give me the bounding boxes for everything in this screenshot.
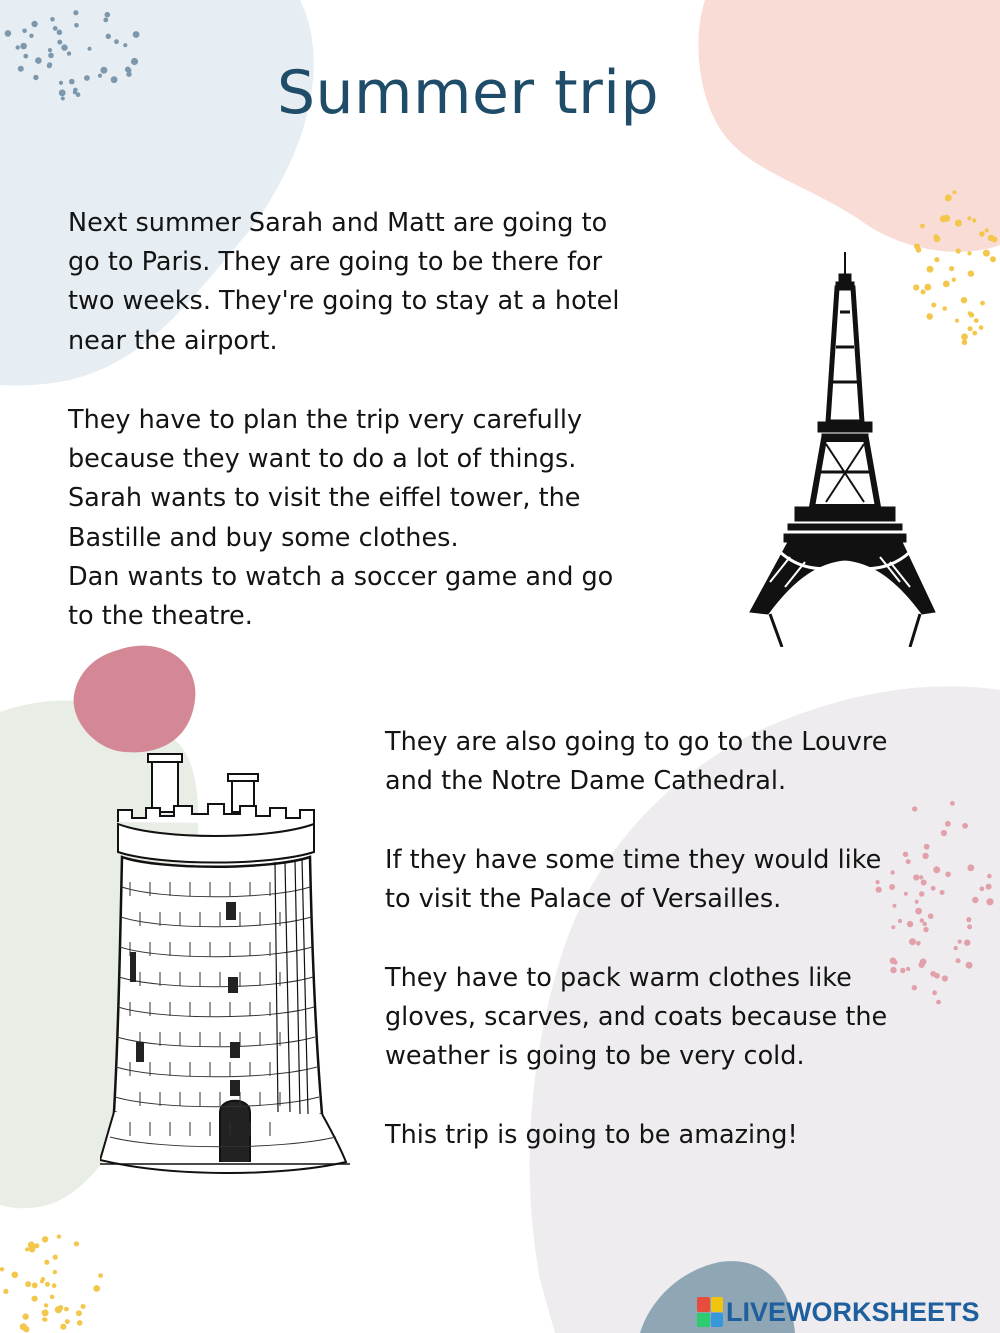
decorative-dot [57,1234,61,1238]
paragraph-trip-plans: They have to plan the trip very carefully because they want to do a lot of things. Sarah wants to visit the eiffel tower, the Bastille and buy some clothes. Dan wants to watch a soccer game and go to the theatre. [68,405,614,632]
decorative-dot [942,306,947,311]
decorative-dot [12,1272,19,1279]
decorative-dot [986,898,993,905]
decorative-dot [891,925,895,929]
decorative-dot [912,806,917,811]
decorative-dot [909,938,916,945]
decorative-dot [941,830,947,836]
decorative-dot [67,51,71,55]
decorative-dot [61,44,67,50]
decorative-dot [105,12,111,18]
paragraph-amazing: This trip is going to be amazing! [385,1120,798,1150]
decorative-dot [3,1289,8,1294]
decorative-dot [42,1236,48,1242]
decorative-dot [920,224,925,229]
paragraph-versailles: If they have some time they would like to visit the Palace of Versailles. [385,845,882,915]
decorative-dot [133,31,140,38]
castle-tower-illustration [100,752,350,1180]
decorative-dot [969,312,974,317]
decorative-dot [20,1323,27,1330]
decorative-dot [955,319,959,323]
decorative-dot [964,940,970,946]
eiffel-tower-illustration [740,252,940,647]
decorative-dot [961,333,968,340]
decorative-dot [29,1246,36,1253]
decorative-dot [52,1283,57,1288]
decorative-dot [43,1318,47,1322]
decorative-dot [76,1310,82,1316]
decorative-dot [44,1260,49,1265]
paragraph-trip-intro: Next summer Sarah and Matt are going to go to Paris. They are going to be there for two weeks. They're going to stay at a hotel near the airport. [68,208,620,356]
decorative-dot [945,194,952,201]
decorative-dot [93,1285,100,1292]
decorative-dot [950,801,955,806]
decorative-dot [32,1282,38,1288]
decorative-dot [949,266,954,271]
decorative-dot [987,874,992,879]
decorative-dot [25,1247,29,1251]
decorative-dot [29,34,33,38]
decorative-dot [983,250,990,257]
decorative-dot [943,215,950,222]
decorative-dot [956,248,961,253]
decorative-dot [972,218,976,222]
decorative-dot [988,235,995,242]
decorative-dot [943,281,950,288]
decorative-dot [985,228,989,232]
decorative-dot [967,216,971,220]
decorative-dot [945,821,951,827]
blob-rose [74,646,196,753]
decorative-dot [31,21,37,27]
decorative-dot [114,39,119,44]
decorative-dot [968,270,974,276]
decorative-dot [898,919,902,923]
liveworksheets-logo[interactable] [697,1296,980,1328]
decorative-dot [77,1320,83,1326]
decorative-dot [962,823,968,829]
paragraph-louvre: They are also going to go to the Louvre and the Notre Dame Cathedral. [385,727,888,797]
decorative-dot [916,941,921,946]
decorative-dot [22,29,27,34]
decorative-dot [967,251,971,255]
decorative-dot [20,43,27,50]
decorative-dot [952,278,956,282]
decorative-dot [98,1273,103,1278]
decorative-dot [968,326,973,331]
decorative-dot [962,340,968,346]
decorative-dot [990,256,996,262]
decorative-dot [961,297,967,303]
decorative-dot [955,220,962,227]
decorative-dot [44,1303,48,1307]
decorative-dot [50,1295,55,1300]
decorative-dot [31,1296,37,1302]
decorative-dot [53,26,58,31]
decorative-dot [73,10,78,15]
decorative-dot [88,47,92,51]
decorative-dot [0,1267,4,1271]
decorative-dot [5,30,12,37]
decorative-dot [57,40,62,45]
decorative-dot [60,1324,66,1330]
decorative-dot [58,1305,64,1311]
decorative-dot [53,1255,58,1260]
decorative-dot [50,17,55,22]
decorative-dot [986,884,992,890]
decorative-dot [980,301,985,306]
decorative-dot [45,1282,50,1287]
decorative-dot [923,922,927,926]
decorative-dot [934,236,941,243]
decorative-dot [22,1313,28,1319]
decorative-dot [958,940,962,944]
decorative-dot [48,48,52,52]
decorative-dot [979,231,985,237]
decorative-dot [954,946,958,950]
decorative-dot [25,1281,31,1287]
decorative-dot [64,1307,69,1312]
decorative-dot [41,1277,45,1281]
page-title: Summer trip [276,58,660,128]
decorative-dot [907,921,913,927]
decorative-dot [42,1309,49,1316]
decorative-dot [74,1241,79,1246]
decorative-dot [53,1270,57,1274]
decorative-dot [57,30,63,36]
decorative-dot [972,331,977,336]
paragraph-warm-clothes: They have to pack warm clothes like gloves, scarves, and coats because the weather is going to be very cold. [385,963,888,1072]
decorative-dot [974,318,979,323]
decorative-dot [16,45,20,49]
decorative-dot [103,18,108,23]
logo-text: LIVEWORKSHEETS [726,1296,980,1327]
decorative-dot [74,23,79,28]
decorative-dot [106,34,111,39]
liveworksheets-logo-icon [697,1297,723,1327]
decorative-dot [81,1304,86,1309]
decorative-dot [923,927,928,932]
decorative-dot [914,243,920,249]
decorative-dot [967,924,972,929]
decorative-dot [979,325,984,330]
decorative-dot [65,1319,70,1324]
decorative-dot [123,43,127,47]
decorative-dot [952,190,956,194]
